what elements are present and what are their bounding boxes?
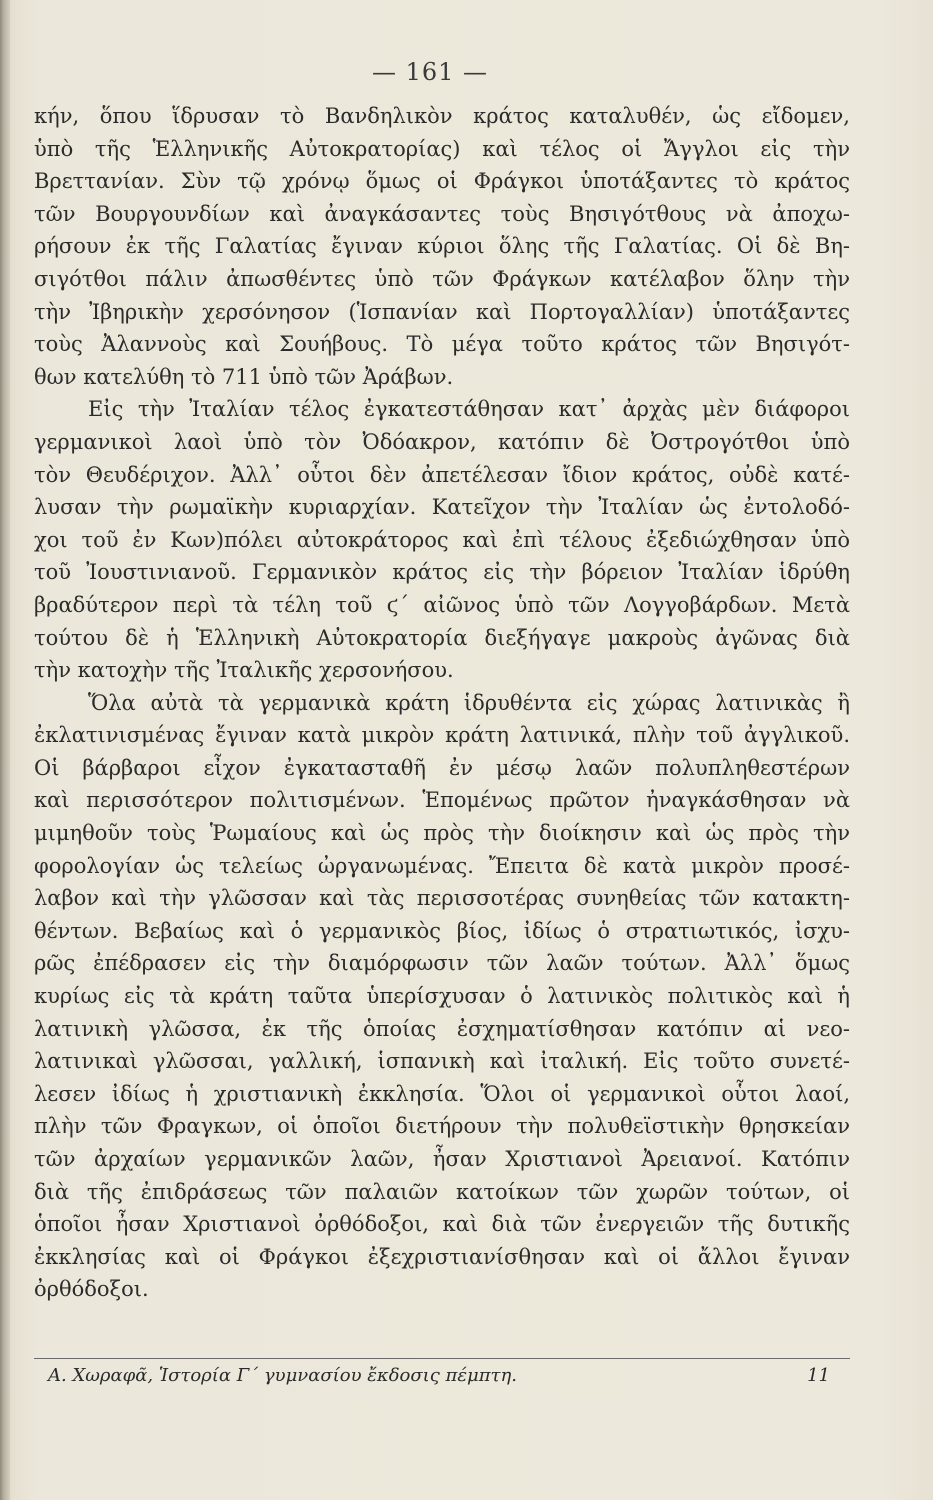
text-line: σιγότθοι πάλιν ἀπωσθέντες ὑπὸ τῶν Φράγκων κατέλαβον ὅλην τὴν xyxy=(34,266,850,291)
footer-book-credit: Α. Χωραφᾶ, Ἱστορία Γ΄ γυμνασίου ἔκδοσις πέμπτη. xyxy=(48,1365,518,1386)
text-line: λυσαν τὴν ρωμαϊκὴν κυριαρχίαν. Κατεῖχον τὴν Ἰταλίαν ὡς ἐντολοδό- xyxy=(34,495,850,520)
text-line: ἐκλατινισμένας ἔγιναν κατὰ μικρὸν κράτη λατινικά, πλὴν τοῦ ἀγγλικοῦ. xyxy=(34,723,850,748)
text-line: ὁποῖοι ἦσαν Χριστιανοὶ ὀρθόδοξοι, καὶ διὰ τῶν ἐνεργειῶν τῆς δυτικῆς xyxy=(34,1212,850,1237)
text-line: διὰ τῆς ἐπιδράσεως τῶν παλαιῶν κατοίκων τῶν χωρῶν τούτων, οἱ xyxy=(34,1179,850,1204)
text-line: τοῦ Ἰουστινιανοῦ. Γερμανικὸν κράτος εἰς τὴν βόρειον Ἰταλίαν ἱδρύθη xyxy=(34,560,850,585)
text-line: τὸν Θευδέριχον. Ἀλλ᾽ οὗτοι δὲν ἀπετέλεσαν ἴδιον κράτος, οὐδὲ κατέ- xyxy=(34,462,850,487)
text-line: τῶν Βουργουνδίων καὶ ἀναγκάσαντες τοὺς Βησιγότθους νὰ ἀποχω- xyxy=(34,201,850,226)
paragraph-start-line: Εἰς τὴν Ἰταλίαν τέλος ἐγκατεστάθησαν κατ᾽ ἀρχὰς μὲν διάφοροι xyxy=(88,397,850,422)
footer-divider xyxy=(34,1358,850,1359)
text-line: κυρίως εἰς τὰ κράτη ταῦτα ὑπερίσχυσαν ὁ λατινικὸς πολιτικὸς καὶ ἡ xyxy=(34,984,850,1009)
text-line: τὴν κατοχὴν τῆς Ἰταλικῆς χερσονήσου. xyxy=(34,658,454,683)
text-line: μιμηθοῦν τοὺς Ῥωμαίους καὶ ὡς πρὸς τὴν διοίκησιν καὶ ὡς πρὸς τὴν xyxy=(34,821,850,846)
text-line: βραδύτερον περὶ τὰ τέλη τοῦ ϛ΄ αἰῶνος ὑπὸ τῶν Λογγοβάρδων. Μετὰ xyxy=(34,592,850,617)
text-line: τούτου δὲ ἡ Ἑλληνικὴ Αὐτοκρατορία διεξήγαγε μακροὺς ἀγῶνας διὰ xyxy=(34,625,850,650)
page-footer xyxy=(34,1362,850,1390)
page-spine-edge xyxy=(0,0,10,1500)
text-line: λεσεν ἰδίως ἡ χριστιανικὴ ἐκκλησία. Ὅλοι οἱ γερμανικοὶ οὗτοι λαοί, xyxy=(34,1081,850,1106)
text-line: λαβον καὶ τὴν γλῶσσαν καὶ τὰς περισσοτέρας συνηθείας τῶν κατακτη- xyxy=(34,886,850,911)
text-line: ὑπὸ τῆς Ἑλληνικῆς Αὐτοκρατορίας) καὶ τέλος οἱ Ἄγγλοι εἰς τὴν xyxy=(34,136,850,161)
text-line: χοι τοῦ ἐν Κων)πόλει αὐτοκράτορος καὶ ἐπὶ τέλους ἐξεδιώχθησαν ὑπὸ xyxy=(34,527,850,552)
text-line: γερμανικοὶ λαοὶ ὑπὸ τὸν Ὀδόακρον, κατόπιν δὲ Ὀστρογότθοι ὑπὸ xyxy=(34,429,850,454)
text-line: τὴν Ἰβηρικὴν χερσόνησον (Ἱσπανίαν καὶ Πορτογαλλίαν) ὑποτάξαντες xyxy=(34,299,850,324)
text-line: θέντων. Βεβαίως καὶ ὁ γερμανικὸς βίος, ἰδίως ὁ στρατιωτικός, ἰσχυ- xyxy=(34,918,850,943)
text-line: ρήσουν ἐκ τῆς Γαλατίας ἔγιναν κύριοι ὅλης τῆς Γαλατίας. Οἱ δὲ Βη- xyxy=(34,234,850,259)
text-line: Οἱ βάρβαροι εἶχον ἐγκατασταθῆ ἐν μέσῳ λαῶν πολυπληθεστέρων xyxy=(34,755,850,780)
text-line: Βρεττανίαν. Σὺν τῷ χρόνῳ ὅμως οἱ Φράγκοι ὑποτάξαντες τὸ κράτος xyxy=(34,169,850,194)
text-line: λατινικαὶ γλῶσσαι, γαλλική, ἱσπανικὴ καὶ ἰταλική. Εἰς τοῦτο συνετέ- xyxy=(34,1049,850,1074)
footer-signature-number: 11 xyxy=(807,1365,830,1386)
body-text xyxy=(34,100,850,1306)
text-line: πλὴν τῶν Φραγκων, οἱ ὁποῖοι διετήρουν τὴν πολυθεϊστικὴν θρησκείαν xyxy=(34,1114,850,1139)
text-line: φορολογίαν ὡς τελείως ὠργανωμένας. Ἔπειτα δὲ κατὰ μικρὸν προσέ- xyxy=(34,853,850,878)
text-line: ὀρθόδοξοι. xyxy=(34,1277,149,1302)
text-line: τῶν ἀρχαίων γερμανικῶν λαῶν, ἦσαν Χριστιανοὶ Ἀρειανοί. Κατόπιν xyxy=(34,1147,850,1171)
page-number: — 161 — xyxy=(371,58,489,86)
text-line: κήν, ὅπου ἵδρυσαν τὸ Βανδηλικὸν κράτος καταλυθέν, ὡς εἴδομεν, xyxy=(34,104,850,128)
text-line: καὶ περισσότερον πολιτισμένων. Ἑπομένως πρῶτον ἠναγκάσθησαν νὰ xyxy=(34,788,850,813)
text-line: θων κατελύθη τὸ 711 ὑπὸ τῶν Ἀράβων. xyxy=(34,364,454,389)
text-line: τοὺς Ἀλαννοὺς καὶ Σουήβους. Τὸ μέγα τοῦτο κράτος τῶν Βησιγότ- xyxy=(34,332,850,357)
text-line: ρῶς ἐπέδρασεν εἰς τὴν διαμόρφωσιν τῶν λαῶν τούτων. Ἀλλ᾽ ὅμως xyxy=(34,951,850,976)
text-line: λατινικὴ γλῶσσα, ἐκ τῆς ὁποίας ἐσχηματίσθησαν κατόπιν αἱ νεο- xyxy=(34,1016,850,1041)
text-line: ἐκκλησίας καὶ οἱ Φράγκοι ἐξεχριστιανίσθησαν καὶ οἱ ἄλλοι ἔγιναν xyxy=(34,1244,850,1269)
paragraph-start-line: Ὅλα αὐτὰ τὰ γερμανικὰ κράτη ἱδρυθέντα εἰς χώρας λατινικὰς ἢ xyxy=(88,690,850,715)
